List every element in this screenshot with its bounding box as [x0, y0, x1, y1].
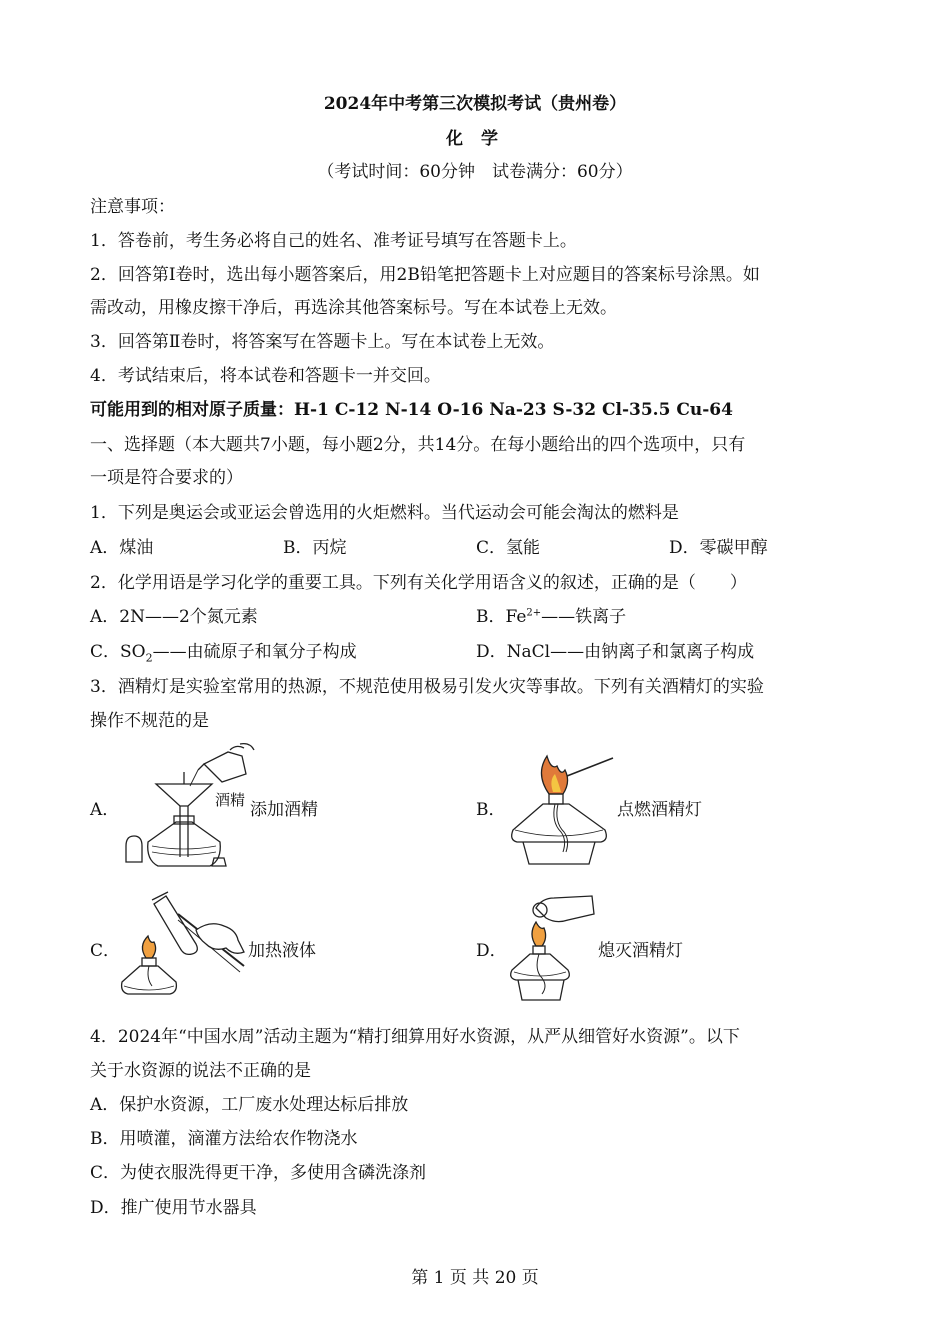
- q4-option-b[interactable]: B．用喷灌，滴灌方法给农作物浇水: [90, 1129, 358, 1149]
- alcohol-label: 酒精: [215, 791, 246, 809]
- q1-option-b[interactable]: B．丙烷: [283, 538, 347, 558]
- light-lamp-figure: [505, 752, 617, 870]
- q3-option-b-letter[interactable]: B．: [476, 800, 506, 820]
- note-1: 1．答卷前，考生务必将自己的姓名、准考证号填写在答题卡上。: [90, 231, 577, 251]
- q2-option-b-post: ——铁离子: [541, 607, 627, 627]
- section1-heading-line-1: 一、选择题（本大题共7小题，每小题2分，共14分。在每小题给出的四个选项中，只有: [90, 435, 746, 455]
- q2-option-d[interactable]: D．NaCl——由钠离子和氯离子构成: [476, 642, 755, 662]
- q2-option-c-post: ——由硫原子和氧分子构成: [152, 642, 357, 662]
- atomic-masses: 可能用到的相对原子质量：H-1 C-12 N-14 O-16 Na-23 S-32 Cl-35.5 Cu-64: [90, 400, 733, 420]
- q1-option-a[interactable]: A．煤油: [90, 538, 154, 558]
- q1-stem: 1．下列是奥运会或亚运会曾选用的火炬燃料。当代运动会可能会淘汰的燃料是: [90, 503, 679, 523]
- section1-heading-line-2: 一项是符合要求的）: [90, 468, 243, 488]
- q2-option-b[interactable]: [476, 605, 626, 629]
- note-2-line-1: 2．回答第Ⅰ卷时，选出每小题答案后，用2B铅笔把答题卡上对应题目的答案标号涂黑。如: [90, 265, 760, 285]
- q3-option-c-letter[interactable]: C．: [90, 941, 121, 961]
- exam-info: （考试时间：60分钟 试卷满分：60分）: [317, 162, 633, 182]
- q2-option-c-pre: C．SO: [90, 642, 146, 662]
- q2-option-c-sub: 2: [145, 651, 153, 665]
- q3-stem-line-1: 3．酒精灯是实验室常用的热源，不规范使用极易引发火灾等事故。下列有关酒精灯的实验: [90, 677, 764, 697]
- q2-option-b-pre: B．Fe: [476, 607, 527, 627]
- note-4: 4．考试结束后，将本试卷和答题卡一并交回。: [90, 366, 441, 386]
- heat-liquid-figure: [118, 886, 248, 1008]
- q3-stem-line-2: 操作不规范的是: [90, 711, 209, 731]
- q2-option-a[interactable]: A．2N——2个氮元素: [90, 607, 258, 627]
- q3-option-a-text[interactable]: 添加酒精: [250, 800, 318, 820]
- q3-option-c-text[interactable]: 加热液体: [248, 941, 316, 961]
- note-2-line-2: 需改动，用橡皮擦干净后，再选涂其他答案标号。写在本试卷上无效。: [90, 298, 617, 318]
- q2-option-c[interactable]: [90, 640, 357, 664]
- notes-heading: 注意事项：: [90, 197, 175, 217]
- q4-option-a[interactable]: A．保护水资源，工厂废水处理达标后排放: [90, 1095, 409, 1115]
- page-footer: 第 1 页 共 20 页: [411, 1268, 539, 1288]
- q4-option-c[interactable]: C．为使衣服洗得更干净，多使用含磷洗涤剂: [90, 1163, 427, 1183]
- q3-option-d-letter[interactable]: D．: [476, 941, 507, 961]
- q1-option-c[interactable]: C．氢能: [476, 538, 541, 558]
- q4-option-d[interactable]: D．推广使用节水器具: [90, 1198, 257, 1218]
- q2-stem: 2．化学用语是学习化学的重要工具。下列有关化学用语含义的叙述，正确的是（ ）: [90, 573, 747, 593]
- q4-stem-line-1: 4．2024年“中国水周”活动主题为“精打细算用好水资源，从严从细管好水资源”。以下: [90, 1027, 740, 1047]
- note-3: 3．回答第Ⅱ卷时，将答案写在答题卡上。写在本试卷上无效。: [90, 332, 555, 352]
- q4-stem-line-2: 关于水资源的说法不正确的是: [90, 1061, 311, 1081]
- subject-title: 化 学: [446, 129, 504, 149]
- q3-option-a-letter[interactable]: A．: [90, 800, 120, 820]
- q1-option-d[interactable]: D．零碳甲醇: [669, 538, 768, 558]
- q3-option-b-text[interactable]: 点燃酒精灯: [617, 800, 702, 820]
- exam-title: 2024年中考第三次模拟考试（贵州卷）: [323, 94, 627, 114]
- q3-option-d-text[interactable]: 熄灭酒精灯: [598, 941, 683, 961]
- q2-option-b-sup: 2+: [526, 607, 542, 619]
- extinguish-lamp-figure: [506, 890, 598, 1006]
- add-alcohol-figure: [118, 742, 258, 870]
